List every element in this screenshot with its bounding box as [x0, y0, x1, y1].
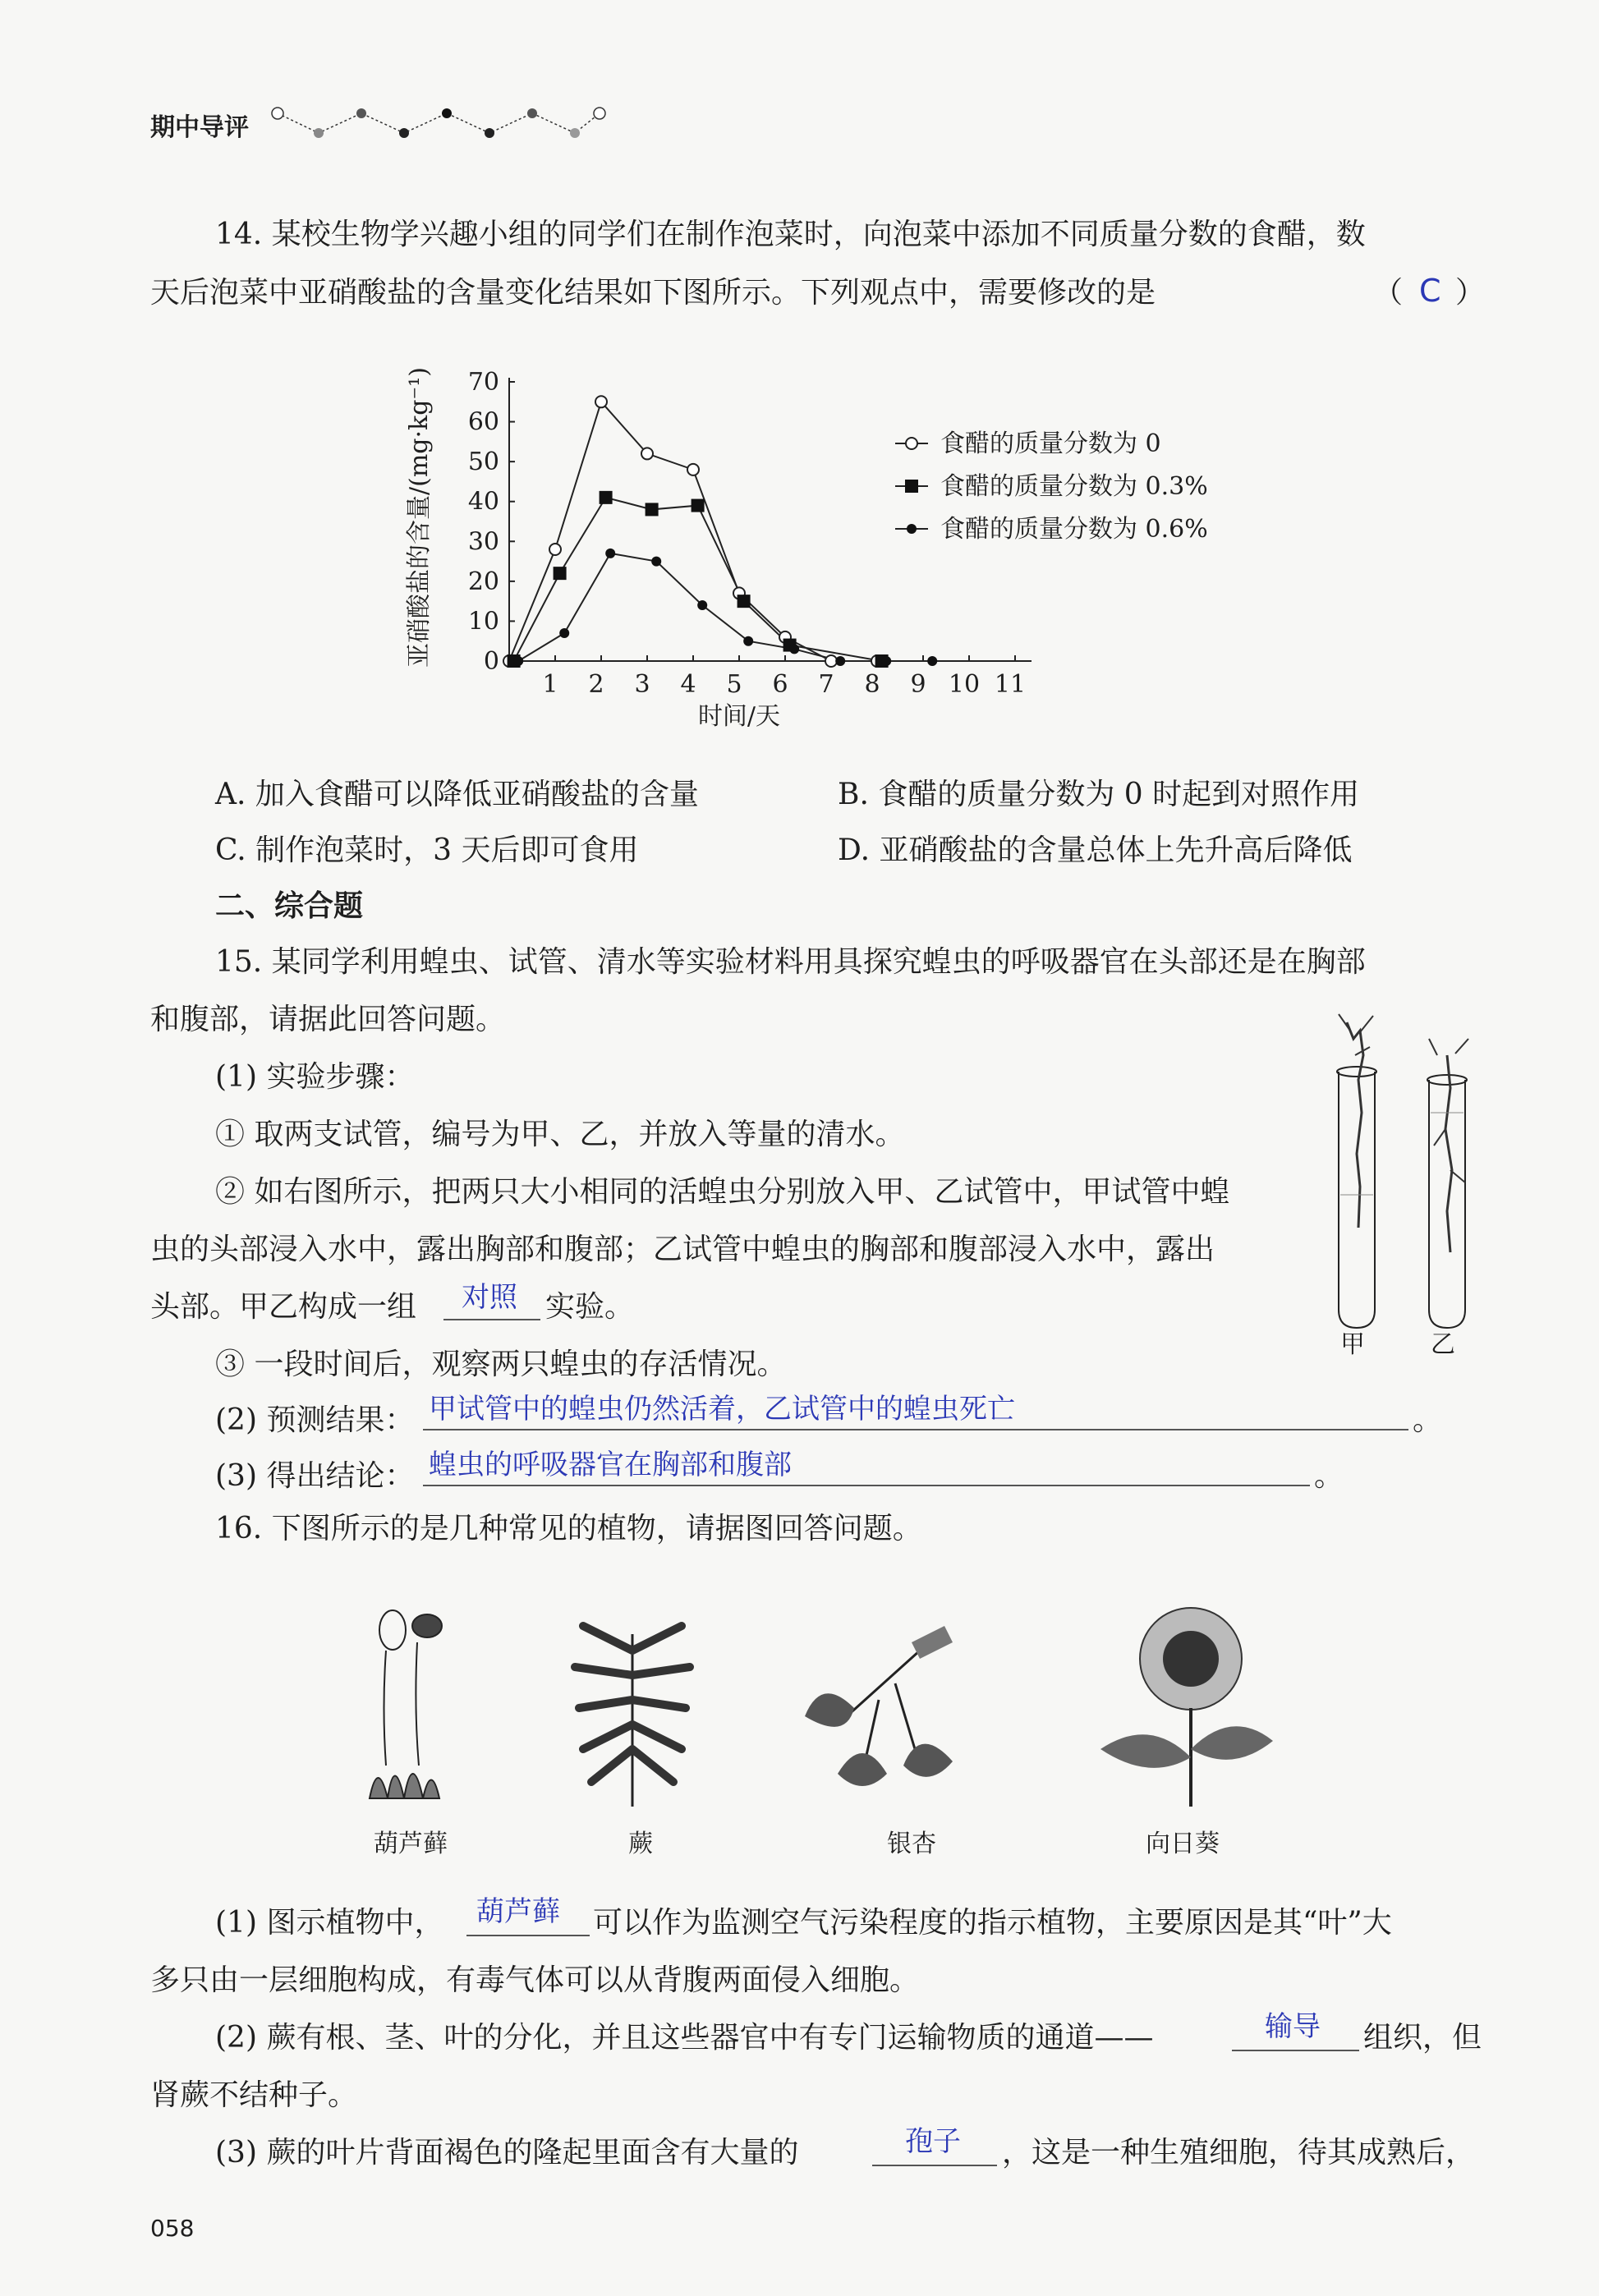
q15-predict-answer: 甲试管中的蝗虫仍然活着，乙试管中的蝗虫死亡 [429, 1393, 1015, 1426]
q15-conclude-label: (3) 得出结论： [215, 1459, 415, 1493]
data-point-s2 [605, 549, 615, 558]
plant-label-fern: 蕨 [628, 1830, 653, 1858]
x-tick-label: 7 [818, 670, 834, 699]
header-decoration [271, 99, 616, 148]
q16-p2-post: 组织，但 [1363, 2021, 1482, 2055]
y-tick-label: 60 [467, 407, 499, 437]
data-point-s2 [513, 656, 523, 666]
data-point-s2 [881, 656, 891, 666]
x-tick-label: 1 [542, 670, 558, 699]
data-point-s0 [825, 655, 837, 667]
q15-step2-line3-post: 实验。 [545, 1290, 635, 1324]
q16-p1-answer: 葫芦藓 [476, 1895, 560, 1928]
q15-conclude-blank [423, 1485, 1310, 1486]
q14-option-d: D. 亚硝酸盐的含量总体上先升高后降低 [838, 833, 1353, 867]
x-tick-label: 8 [864, 670, 880, 699]
page-number: 058 [150, 2215, 195, 2242]
plant-label-ginkgo: 银杏 [887, 1830, 936, 1858]
q15-step3: ③ 一段时间后，观察两只蝗虫的存活情况。 [215, 1348, 787, 1381]
y-tick-label: 10 [467, 607, 499, 636]
q16-p3-blank [872, 2165, 997, 2166]
q15-step2-line3-pre: 头部。甲乙构成一组 [150, 1290, 417, 1324]
fern-drawing [575, 1626, 690, 1807]
x-tick-label: 5 [726, 670, 742, 699]
tube-yi [1427, 1039, 1468, 1328]
q14-option-b: B. 食醋的质量分数为 0 时起到对照作用 [838, 778, 1360, 811]
y-tick-label: 0 [483, 647, 499, 676]
y-tick-label: 70 [467, 368, 499, 397]
tube-label-yi: 乙 [1431, 1330, 1455, 1359]
tube-jia [1337, 1014, 1376, 1328]
y-tick-label: 20 [467, 567, 499, 596]
legend-marker [907, 524, 917, 534]
q15-step2-line2: 虫的头部浸入水中，露出胸部和腹部；乙试管中蝗虫的胸部和腹部浸入水中，露出 [150, 1233, 1215, 1266]
plants-figure [345, 1585, 1314, 1831]
q15-conclude-answer: 蝗虫的呼吸器官在胸部和腹部 [429, 1449, 792, 1481]
q15-control-answer: 对照 [462, 1281, 517, 1314]
x-tick-label: 2 [588, 670, 604, 699]
q15-predict-end: 。 [1413, 1403, 1443, 1437]
nitrite-chart [394, 345, 1314, 747]
x-tick-label: 11 [994, 670, 1027, 699]
x-tick-label: 4 [680, 670, 696, 699]
q14-option-c: C. 制作泡菜时，3 天后即可食用 [215, 833, 639, 867]
q14-paren-close: ） [1455, 276, 1486, 310]
q15-line1: 15. 某同学利用蝗虫、试管、清水等实验材料用具探究蝗虫的呼吸器官在头部还是在胸部 [215, 945, 1366, 979]
q16-p2-blank [1232, 2050, 1359, 2051]
q14-paren-open: （ [1373, 276, 1404, 310]
legend-marker [905, 480, 918, 493]
legend-label: 食醋的质量分数为 0.3% [940, 472, 1208, 501]
data-point-s1 [646, 503, 659, 516]
moss-drawing [370, 1610, 442, 1798]
tube-label-jia: 甲 [1340, 1330, 1365, 1359]
data-point-s1 [554, 567, 567, 580]
y-tick-label: 30 [467, 527, 499, 557]
data-point-s0 [549, 544, 561, 555]
q16-p3-post: ，这是一种生殖细胞，待其成熟后， [1002, 2136, 1476, 2170]
q15-predict-blank [423, 1429, 1408, 1430]
q14-stem-line1: 14. 某校生物学兴趣小组的同学们在制作泡菜时，向泡菜中添加不同质量分数的食醋，数 [215, 218, 1366, 251]
data-point-s2 [835, 656, 845, 666]
data-point-s1 [737, 595, 751, 608]
x-tick-label: 10 [948, 670, 981, 699]
q16-p3-pre: (3) 蕨的叶片背面褐色的隆起里面含有大量的 [215, 2136, 799, 2170]
q15-predict-label: (2) 预测结果： [215, 1403, 415, 1437]
q16-p1-pre: (1) 图示植物中， [215, 1906, 444, 1940]
header-title: 期中导评 [150, 113, 249, 142]
plant-label-sunflower: 向日葵 [1146, 1830, 1220, 1858]
section-title: 二、综合题 [215, 889, 364, 923]
q15-control-blank [443, 1319, 540, 1320]
q16-p3-answer: 孢子 [905, 2125, 961, 2158]
data-point-s2 [559, 628, 569, 638]
series-line-1 [514, 498, 882, 661]
q16-p1-post: 可以作为监测空气污染程度的指示植物，主要原因是其“叶”大 [593, 1906, 1392, 1940]
x-tick-label: 9 [910, 670, 926, 699]
q16-stem: 16. 下图所示的是几种常见的植物，请据图回答问题。 [215, 1512, 922, 1545]
q15-step-title: (1) 实验步骤： [215, 1060, 415, 1094]
data-point-s1 [692, 499, 705, 512]
legend-label: 食醋的质量分数为 0.6% [940, 515, 1208, 544]
q16-p2-line2: 肾蕨不结种子。 [150, 2078, 358, 2112]
plant-label-moss: 葫芦藓 [374, 1830, 448, 1858]
legend-label: 食醋的质量分数为 0 [940, 429, 1161, 458]
sunflower-drawing [1100, 1608, 1273, 1807]
chart-ylabel: 亚硝酸盐的含量/(mg·kg⁻¹) [405, 367, 434, 668]
x-tick-label: 6 [772, 670, 788, 699]
data-point-s0 [687, 464, 699, 475]
q15-line2: 和腹部，请据此回答问题。 [150, 1003, 506, 1036]
data-point-s0 [595, 396, 607, 407]
series-line-2 [518, 553, 932, 661]
data-point-s0 [641, 448, 653, 459]
q16-p1-blank [466, 1935, 590, 1936]
y-tick-label: 40 [467, 487, 499, 517]
q15-conclude-end: 。 [1314, 1459, 1344, 1493]
data-point-s1 [600, 491, 613, 504]
test-tubes-figure [1314, 1006, 1486, 1351]
q15-step1: ① 取两支试管，编号为甲、乙，并放入等量的清水。 [215, 1118, 905, 1151]
y-tick-label: 50 [467, 448, 499, 477]
data-point-s2 [927, 656, 937, 666]
data-point-s2 [651, 557, 661, 567]
legend-marker [906, 438, 917, 449]
data-point-s2 [743, 636, 753, 646]
chart-xlabel: 时间/天 [697, 702, 781, 731]
q14-stem-line2: 天后泡菜中亚硝酸盐的含量变化结果如下图所示。下列观点中，需要修改的是 [150, 276, 1156, 310]
ginkgo-drawing [805, 1626, 953, 1786]
q14-option-a: A. 加入食醋可以降低亚硝酸盐的含量 [215, 778, 699, 811]
q14-answer: C [1419, 273, 1441, 309]
data-point-s2 [789, 644, 799, 654]
q16-p2-pre: (2) 蕨有根、茎、叶的分化，并且这些器官中有专门运输物质的通道—— [215, 2021, 1154, 2055]
q16-p2-answer: 输导 [1265, 2010, 1321, 2043]
q16-p1-line2: 多只由一层细胞构成，有毒气体可以从背腹两面侵入细胞。 [150, 1963, 920, 1997]
x-tick-label: 3 [634, 670, 650, 699]
data-point-s2 [697, 600, 707, 610]
q15-step2-line1: ② 如右图所示，把两只大小相同的活蝗虫分别放入甲、乙试管中，甲试管中蝗 [215, 1175, 1230, 1209]
series-line-0 [509, 402, 877, 661]
